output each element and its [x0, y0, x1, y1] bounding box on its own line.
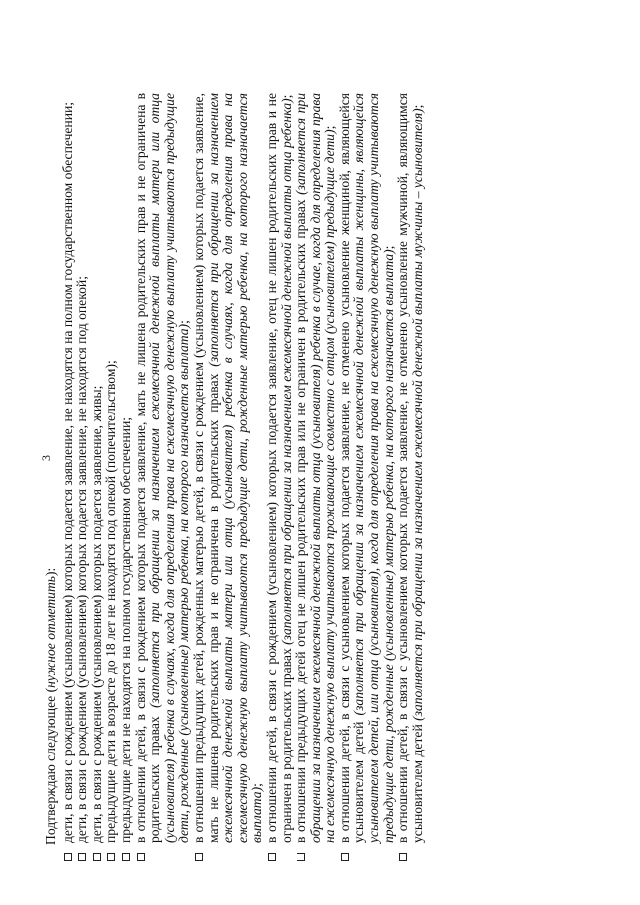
item-text: предыдущие дети не находятся на полном государственном обеспечении; [117, 416, 133, 843]
checkbox[interactable] [341, 853, 349, 861]
item-text: в отношении детей, в связи с рождением которых подается заявление, мать не лишена родительских прав и не ограничена в родительских правах [132, 93, 163, 843]
confirmation-item [396, 93, 425, 861]
intro-lead: Подтверждаю следующее ( [43, 687, 58, 845]
item-text: дети, в связи с рождением (усыновлением) которых подается заявление, живы; [88, 385, 104, 843]
item-note: (заполняется при обращении за назначением ежемесячной денежной выплаты отца (усыновителя) ребенка в случае, когда для определения права на ежемесячную денежную выплату учитываются проживающие совместно с отцом (усыновителем) предыдущие дети) [293, 93, 338, 843]
page-number: 3 [39, 455, 53, 461]
item-end: ; [409, 104, 425, 109]
confirmation-item [192, 93, 265, 861]
confirmation-item [104, 93, 119, 861]
document-body [44, 93, 604, 861]
checkbox[interactable] [137, 853, 145, 861]
confirmation-list [61, 93, 426, 861]
item-note: (заполняется при обращении за назначением ежемесячной денежной выплаты женщины, являющейся усыновителем детей, или отца (усыновителя), когда для определения права на ежемесячную денежную выплату учитываются предыдущие дети, рожденные (усыновленные) матерью ребенка, на которого назначается выплата) [351, 93, 396, 843]
checkbox[interactable] [122, 853, 130, 861]
item-text: предыдущие дети в возрасте до 18 лет не находятся под опекой (попечительством); [103, 360, 119, 843]
confirmation-item [338, 93, 396, 861]
checkbox[interactable] [107, 853, 115, 861]
confirmation-item [75, 93, 90, 861]
checkbox[interactable] [399, 853, 407, 861]
confirmation-item [61, 93, 76, 861]
item-end: ; [380, 245, 396, 250]
item-text: в отношении предыдущих детей отец не лишен родительских прав или не ограничен в родительских правах [293, 194, 309, 843]
item-text: дети, в связи с рождением (усыновлением) которых подается заявление, не находятся под опекой; [74, 276, 90, 843]
item-text: дети, в связи с рождением (усыновлением) которых подается заявление, не находятся на полном государственном обеспечении; [59, 101, 75, 843]
item-note: (заполняется при обращении за назначением ежемесячной денежной выплаты матери или отца (усыновителя) ребенка в случаях, когда для определения права на ежемесячную денежную выплату учитываются предыдущие дети, рожденные матерью ребенка, на которого назначается выплата) [205, 93, 265, 843]
checkbox[interactable] [93, 853, 101, 861]
intro-hint: нужное отметить [43, 576, 58, 688]
intro-line [44, 93, 59, 861]
confirmation-item [265, 93, 294, 861]
item-end: ; [176, 320, 192, 324]
item-end: ; [249, 783, 265, 787]
checkbox[interactable] [268, 853, 276, 861]
item-note: (заполняется при обращении за назначением ежемесячной денежной выплаты матери или отца (усыновителя) ребенка в случаях, когда для определения права на ежемесячную денежную выплату учитываются предыдущие дети, рожденные (усыновленные) матерью ребенка, на которого назначается выплата) [147, 93, 192, 843]
item-end: ; [322, 125, 338, 130]
confirmation-item [90, 93, 105, 861]
intro-tail: ): [43, 567, 58, 577]
confirmation-item [119, 93, 134, 861]
item-text: в отношении детей, в связи с усыновлением которых подается заявление, не отменено усыновление мужчиной, являющимся усыновителем детей [395, 93, 425, 843]
checkbox[interactable] [195, 853, 203, 861]
item-text: в отношении детей, в связи с рождением (усыновлением) которых подается заявление, отец не лишен родительских прав и не ограничен в родительских правах [263, 93, 294, 843]
item-end: ; [278, 94, 294, 99]
item-text: в отношении детей, в связи с усыновлением которых подается заявление, не отменено усыновление женщиной, являющейся усыновителем детей [336, 93, 367, 843]
item-note: (заполняется при обращении за назначением ежемесячной денежной выплаты отца ребенка) [278, 98, 294, 645]
checkbox[interactable] [78, 853, 86, 861]
checkbox[interactable] [297, 853, 305, 861]
item-text: в отношении предыдущих детей, рожденных матерью детей, в связи с рождением (усыновлением) которых подается заявление, мать не лишена родительских прав и не ограничена в родительских правах [190, 93, 221, 843]
item-note: (заполняется при обращении за назначением ежемесячной денежной выплаты мужчины – усыновителя) [409, 108, 425, 721]
checkbox[interactable] [64, 853, 72, 861]
confirmation-item [134, 93, 192, 861]
confirmation-item [294, 93, 338, 861]
